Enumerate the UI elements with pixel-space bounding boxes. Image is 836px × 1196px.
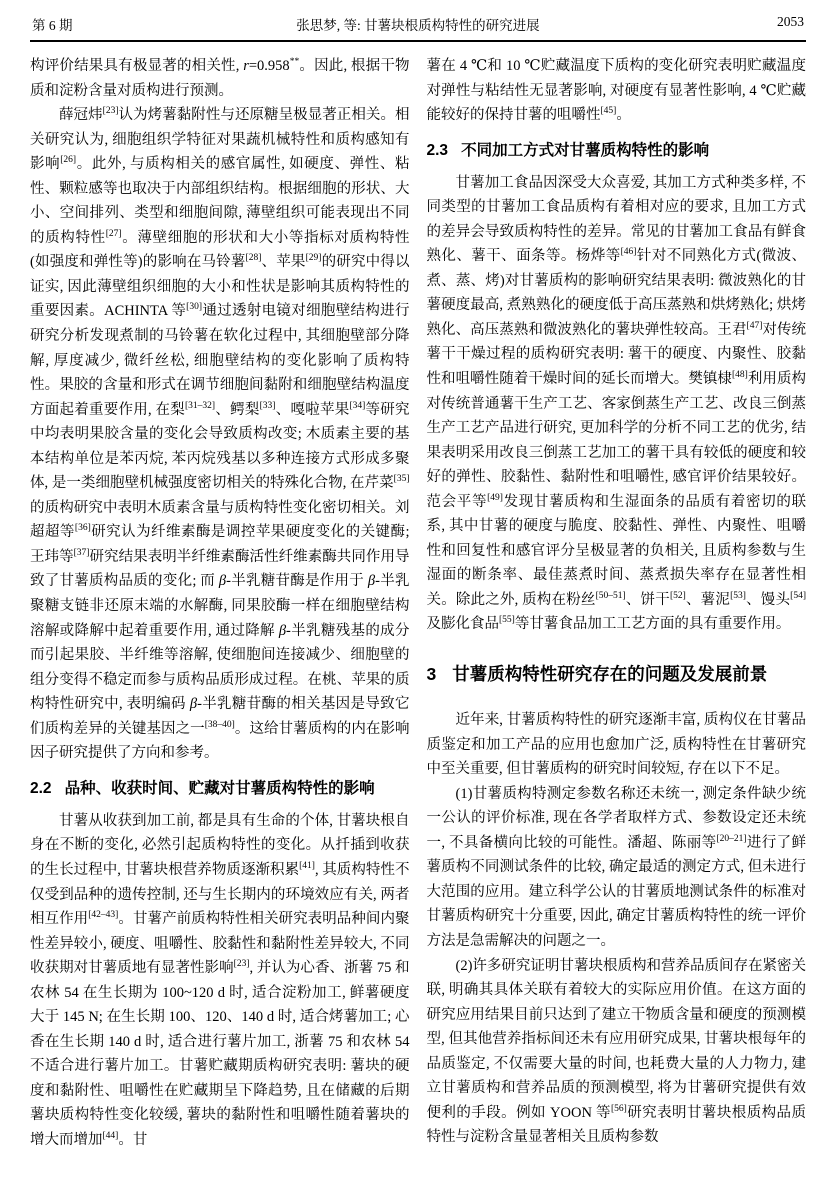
- citation-superscript: [53]: [730, 591, 746, 602]
- citation-superscript: [50–51]: [595, 591, 626, 602]
- page-number: 2053: [777, 14, 804, 29]
- running-title: 张思梦, 等: 甘薯块根质构特性的研究进展: [296, 18, 540, 33]
- citation-superscript: [46]: [620, 247, 637, 258]
- citation-superscript: [29]: [305, 253, 322, 264]
- right-column: [427, 54, 807, 1153]
- citation-superscript: [23]: [233, 959, 250, 970]
- page-header: [30, 8, 806, 42]
- citation-superscript: [26]: [60, 155, 77, 166]
- section-number: 3: [426, 664, 437, 685]
- section-title: 品种、收获时间、贮藏对甘薯质构特性的影响: [64, 779, 375, 797]
- paragraph: 薯在 4 ℃和 10 ℃贮藏温度下质构的变化研究表明贮藏温度对弹性与粘结性无显著影响, 对硬度有显著性影响, 4 ℃贮藏能较好的保持甘薯的咀嚼性[45]。: [426, 58, 806, 124]
- citation-superscript: [47]: [746, 321, 763, 332]
- citation-superscript: [34]: [349, 400, 366, 411]
- section-number: 2.3: [426, 141, 449, 159]
- section-number: 2.2: [30, 779, 52, 797]
- citation-superscript: [45]: [600, 106, 617, 117]
- paragraph: (2)许多研究证明甘薯块根质构和营养品质间存在紧密关联, 明确其具体关联有着较大的实际应用价值。在这方面的研究应用结果目前只达到了建立干物质含量和硬度的预测模型, 但其他营养指标间还未有应用研究成果, 甘薯块根每年的品质鉴定, 不仅需要大量的时间, 也耗费大量的人力物力, 建立甘薯质构和营养品质的预测模型, 将为甘薯研究提供有效便利的手段。例如 YOON 等[56]研究表明甘薯块根质构品质特性与淀粉含量显著相关且质构参数: [426, 957, 806, 1146]
- italic-text: β: [278, 622, 287, 639]
- paragraph: 甘薯从收获到加工前, 都是具有生命的个体, 甘薯块根自身在不断的变化, 必然引起质构特性的变化。从扦插到收获的生长过程中, 甘薯块根营养物质逐渐积累[41], 其质构特性不仅受到品种的遗传控制, 还与生长期内的环境效应有关, 两者相互作用[42–43]。甘薯产前质构特性相关研究表明品种间内聚性差异较小, 硬度、咀嚼性、胶黏性和黏附性差异较大, 不同收获期对甘薯质地有显著性影响[23], 并认为心香、浙薯 75 和农林 54 在生长期为 100~120 d 时, 适合淀粉加工, 鲜薯硬度大于 145 N; 在生长期 100、120、140 d 时, 适合烤薯加工; 心香在生长期 140 d 时, 适合进行薯片加工, 浙薯 75 和农林 54 不适合进行薯片加工。甘薯贮藏期质构研究表明: 薯块的硬度和黏附性、咀嚼性在贮藏期呈下降趋势, 且在储藏的后期薯块质构特性变化较缓, 薯块的黏附性和咀嚼性随着薯块的增大而增加[44]。甘: [30, 812, 410, 1148]
- paragraph: 甘薯加工食品因深受大众喜爱, 其加工方式种类多样, 不同类型的甘薯加工食品质构有着相对应的要求, 且加工方式的差异会导致质构特性的差异。常见的甘薯加工食品有鲜食熟化、薯干、面条等。杨烨等[46]针对不同熟化方式(微波、煮、蒸、烤)对甘薯质构的影响研究结果表明: 微波熟化的甘薯硬度最高, 煮熟熟化的硬度低于高压蒸熟和烘烤熟化; 烘烤熟化、高压蒸熟和微波熟化的薯块弹性较高。王君[47]对传统薯干干燥过程的质构研究表明: 薯干的硬度、内聚性、胶黏性和咀嚼性随着干燥时间的延长而增大。樊镇棣[48]利用质构对传统普通薯干生产工艺、客家倒蒸生产工艺、改良三倒蒸生产工艺产品进行研究, 更加科学的分析不同工艺的优劣, 结果表明采用改良三倒蒸工艺加工的薯干具有较低的硬度和较好的弹性、胶黏性、黏附性和咀嚼性, 感官评价结果较好。范会平等[49]发现甘薯质构和生湿面条的品质有着密切的联系, 其中甘薯的硬度与脆度、胶黏性、弹性、内聚性、咀嚼性和回复性和感官评分呈极显著的负相关, 且质构参数与生湿面的断条率、最佳蒸煮时间、蒸煮损失率存在显著性相关。除此之外, 质构在粉丝[50–51]、饼干[52]、薯泥[53]、馒头[54]及膨化食品[55]等甘薯食品加工工艺方面的具有重要作用。: [426, 174, 807, 633]
- citation-superscript: [44]: [102, 1131, 119, 1142]
- subsection-heading: [30, 778, 410, 800]
- citation-superscript: **: [289, 57, 300, 68]
- italic-text: β: [189, 696, 198, 713]
- citation-superscript: [42–43]: [88, 910, 119, 921]
- italic-text: β: [218, 573, 227, 590]
- citation-superscript: [35]: [393, 474, 410, 485]
- section-title: 甘薯质构特性研究存在的问题及发展前景: [452, 664, 768, 685]
- citation-superscript: [56]: [610, 1103, 627, 1114]
- citation-superscript: [23]: [102, 106, 119, 117]
- paragraph: 近年来, 甘薯质构特性的研究逐渐丰富, 质构仪在甘薯品质鉴定和加工产品的应用也愈加广泛, 质构特性在甘薯研究中至关重要, 但甘薯质构的研究时间较短, 存在以下不足。: [426, 712, 806, 778]
- citation-superscript: [36]: [74, 523, 91, 534]
- left-column: [30, 54, 410, 1153]
- paragraph: (1)甘薯质构特测定参数名称还未统一, 测定条件缺少统一公认的评价标准, 现在各学者取样方式、参数设定还未统一, 不具备横向比较的可能性。潘超、陈丽等[20–21]进行了鲜薯质构不同测试条件的比较, 确定最适的测定方式, 但未进行大范围的应用。建立科学公认的甘薯质地测试条件的标准对甘薯质构研究十分重要, 因此, 确定甘薯质构特性的统一评价方法是急需解决的问题之一。: [426, 785, 807, 949]
- citation-superscript: [41]: [299, 861, 315, 872]
- section-heading: [427, 662, 807, 687]
- citation-superscript: [49]: [487, 492, 503, 503]
- citation-superscript: [54]: [790, 591, 806, 602]
- section-title: 不同加工方式对甘薯质构特性的影响: [461, 141, 710, 159]
- citation-superscript: [30]: [186, 302, 202, 313]
- citation-superscript: [28]: [245, 253, 262, 264]
- paragraph: 薛冠炜[23]认为烤薯黏附性与还原糖呈极显著正相关。相关研究认为, 细胞组织学特征对果蔬机械特性和质构感知有影响[26]。此外, 与质构相关的感官属性, 如硬度、弹性、粘性、颗粒感等也取决于内部组织结构。根据细胞的形状、大小、空间排列、类型和细胞间隙, 薄壁组织可能表现出不同的质构特性[27]。薄壁细胞的形状和大小等指标对质构特性(如强度和弹性等)的影响在马铃薯[28]、苹果[29]的研究中得以证实, 因此薄壁组织细胞的大小和性状是影响其质构特性的重要因素。ACHINTA 等[30]通过透射电镜对细胞壁结构进行研究分析发现煮制的马铃薯在软化过程中, 其细胞壁部分降解, 厚度减少, 微纤丝松, 细胞壁结构的变化影响了质构特性。果胶的含量和形式在调节细胞间黏附和细胞壁结构温度方面起着重要作用, 在梨[31–32]、鳄梨[33]、嘎啦苹果[34]等研究中均表明果胶含量的变化会导致质构改变; 木质素主要的基本结构单位是苯丙烷, 苯丙烷残基以多种连接方式形成多聚体, 是一类细胞壁机械强度密切相关的特殊化合物, 在芹菜[35]的质构研究中表明木质素含量与质构特性变化密切相关。刘超超等[36]研究认为纤维素酶是调控苹果硬度变化的关键酶; 王玮等[37]研究结果表明半纤维素酶活性纤维素酶共同作用导致了甘薯质构品质的变化; 而 β-半乳糖苷酶是作用于 β-半乳聚糖支链非还原末端的水解酶, 同果胶酶一样在细胞壁结构溶解或降解中起着重要作用, 通过降解 β-半乳糖残基的成分而引起果胶、半纤维等溶解, 使细胞间连接减少、细胞壁的组分变得不稳定而参与质构品质形成过程。在桃、苹果的质构特性研究中, 表明编码 β-半乳糖苷酶的相关基因是导致它们质构差异的关键基因之一[38–40]。这给甘薯质构的内在影响因子研究提供了方向和参考。: [30, 106, 410, 762]
- citation-superscript: [48]: [731, 370, 748, 381]
- subsection-heading: [427, 140, 807, 162]
- citation-superscript: [38–40]: [204, 719, 235, 730]
- citation-superscript: [31–32]: [185, 400, 216, 411]
- italic-text: r: [243, 58, 249, 74]
- citation-superscript: [55]: [499, 615, 515, 626]
- italic-text: β: [367, 573, 376, 590]
- paragraph: 构评价结果具有极显著的相关性, r=0.958**。因此, 根据干物质和淀粉含量对质构进行预测。: [30, 57, 410, 99]
- citation-superscript: [20–21]: [716, 833, 747, 844]
- citation-superscript: [33]: [259, 400, 276, 411]
- citation-superscript: [52]: [669, 591, 686, 602]
- citation-superscript: [37]: [73, 548, 90, 559]
- issue-label: 第 6 期: [32, 18, 73, 33]
- article-body: [30, 54, 806, 1153]
- citation-superscript: [27]: [105, 229, 122, 239]
